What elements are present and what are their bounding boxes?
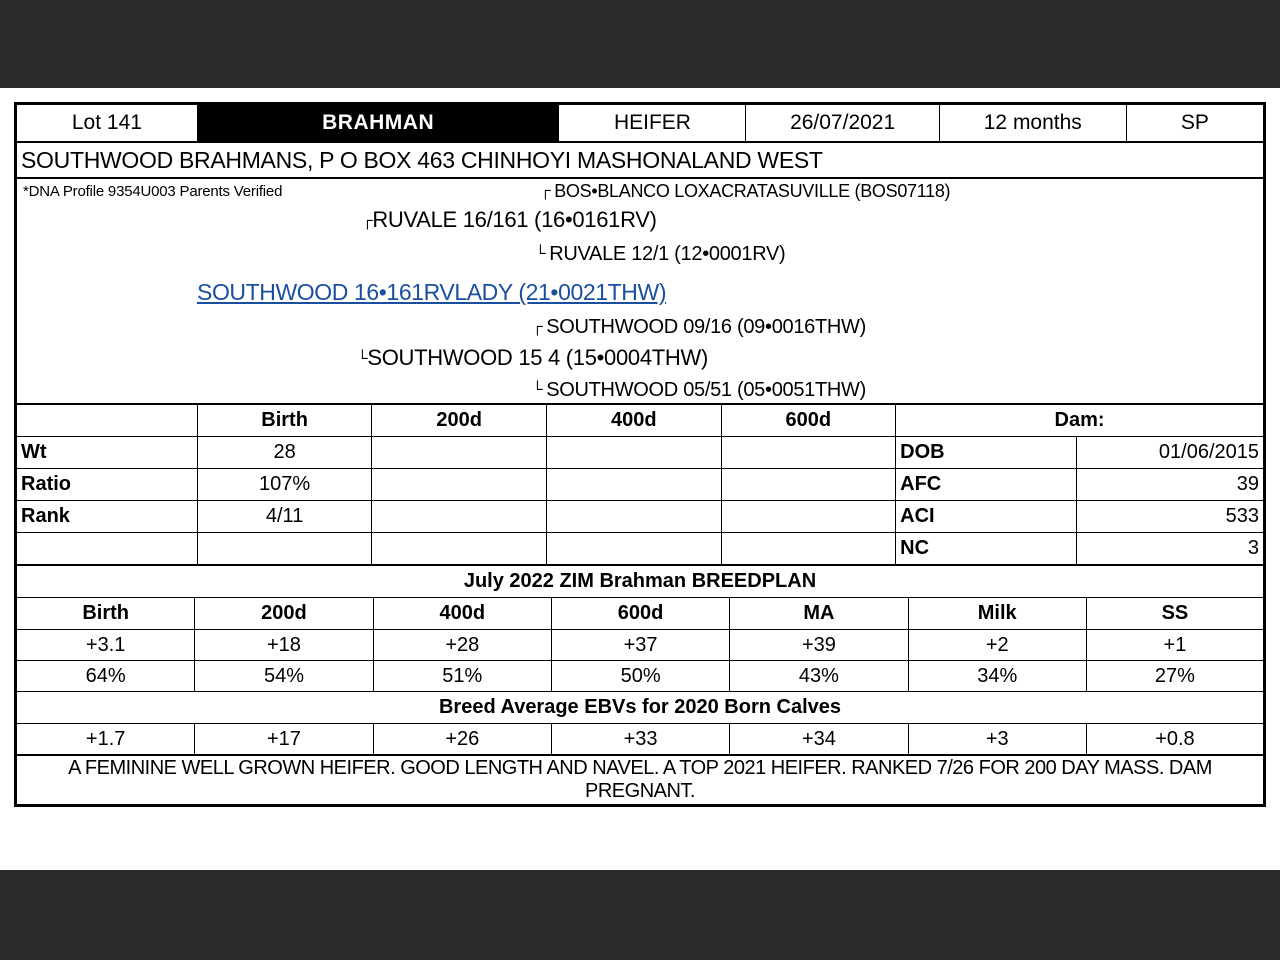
- pedigree-sire-sire: [540, 181, 950, 202]
- bracket-icon: └: [535, 245, 550, 262]
- stat-col-birth: Birth: [197, 405, 372, 437]
- ebv-value: +28: [373, 630, 551, 661]
- age-label: 12 months: [939, 105, 1126, 142]
- lot-entry-sheet: [14, 102, 1266, 807]
- stat-row-label: Rank: [17, 501, 198, 533]
- breed-average-value: +0.8: [1086, 724, 1263, 755]
- breed-average-title-row: [17, 692, 1264, 724]
- pedigree-dam-sire-label: SOUTHWOOD 09/16 (09•0016THW): [546, 316, 866, 338]
- stat-empty: [546, 533, 721, 565]
- ebv-col-birth: Birth: [17, 598, 195, 630]
- pedigree-dam-dam: [532, 379, 866, 402]
- ebv-accuracy: 50%: [551, 661, 729, 692]
- stat-col-400d: 400d: [546, 405, 721, 437]
- ebv-accuracy: 43%: [730, 661, 908, 692]
- bracket-icon: ┌: [362, 212, 373, 229]
- stat-corner: [17, 405, 198, 437]
- pedigree-cell: [17, 179, 1264, 404]
- breed-average-value: +34: [730, 724, 908, 755]
- stat-value: [372, 501, 547, 533]
- dam-field-label: ACI: [896, 501, 1077, 533]
- dam-field-label: NC: [896, 533, 1077, 565]
- date-of-birth: 26/07/2021: [746, 105, 939, 142]
- breeder-row: [17, 143, 1264, 178]
- ebv-accuracy: 34%: [908, 661, 1086, 692]
- stat-empty: [372, 533, 547, 565]
- ebv-accuracy: 51%: [373, 661, 551, 692]
- stat-value: [721, 437, 896, 469]
- ebv-accuracy-row: [17, 661, 1264, 692]
- breed-average-value: +17: [195, 724, 373, 755]
- lot-number: Lot 141: [17, 105, 198, 142]
- table-row: [17, 437, 1264, 469]
- dam-field-value: 533: [1076, 501, 1263, 533]
- ebv-col-ma: MA: [730, 598, 908, 630]
- bracket-icon: └: [357, 350, 368, 367]
- breed-average-value: +33: [551, 724, 729, 755]
- header-row: [17, 105, 1264, 142]
- stat-value: [721, 501, 896, 533]
- ebv-value: +1: [1086, 630, 1263, 661]
- pedigree-sire-dam-label: RUVALE 12/1 (12•0001RV): [549, 243, 786, 265]
- dam-field-value: 3: [1076, 533, 1263, 565]
- stat-value: [721, 469, 896, 501]
- bracket-icon: └: [532, 381, 547, 398]
- pedigree-sire-dam: [535, 243, 785, 266]
- breed-average-title: Breed Average EBVs for 2020 Born Calves: [17, 692, 1264, 724]
- ebv-accuracy: 27%: [1086, 661, 1263, 692]
- pedigree-sire-sire-label: BOS•BLANCO LOXACRATASUVILLE (BOS07118): [554, 181, 951, 201]
- stat-row-label: Wt: [17, 437, 198, 469]
- sale-code: SP: [1126, 105, 1263, 142]
- pedigree-sire-label: RUVALE 16/161 (16•0161RV): [372, 207, 657, 232]
- ebv-col-600d: 600d: [551, 598, 729, 630]
- pedigree-sire: [362, 207, 657, 233]
- description-table: [16, 755, 1264, 805]
- ebv-col-200d: 200d: [195, 598, 373, 630]
- dam-field-label: AFC: [896, 469, 1077, 501]
- ebv-col-milk: Milk: [908, 598, 1086, 630]
- stat-empty: [17, 533, 198, 565]
- ebv-value: +2: [908, 630, 1086, 661]
- ebv-value: +39: [730, 630, 908, 661]
- stat-value: 4/11: [197, 501, 372, 533]
- breed-average-value: +1.7: [17, 724, 195, 755]
- pedigree-dam-label: SOUTHWOOD 15 4 (15•0004THW): [367, 345, 709, 370]
- stat-value: [372, 469, 547, 501]
- breeder-table: [16, 142, 1264, 178]
- stat-value: 107%: [197, 469, 372, 501]
- pedigree-row: [17, 179, 1264, 404]
- description-row: [17, 756, 1264, 805]
- catalogue-page: [0, 88, 1280, 870]
- ebv-value: +18: [195, 630, 373, 661]
- description-text: A FEMININE WELL GROWN HEIFER. GOOD LENGTH AND NAVEL. A TOP 2021 HEIFER. RANKED 7/26 FOR 200 DAY MASS. DAM PREGNANT.: [17, 756, 1264, 805]
- dna-profile-note: *DNA Profile 9354U003 Parents Verified: [23, 183, 283, 200]
- stat-value: [372, 437, 547, 469]
- pedigree-dam: [357, 345, 708, 371]
- pedigree-animal-link[interactable]: SOUTHWOOD 16•161RVLADY (21•0021THW): [197, 279, 667, 305]
- ebv-values-row: [17, 630, 1264, 661]
- breed-average-value: +26: [373, 724, 551, 755]
- ebv-col-400d: 400d: [373, 598, 551, 630]
- breedplan-title-row: [17, 566, 1264, 598]
- stat-row-label: Ratio: [17, 469, 198, 501]
- breeder-address: SOUTHWOOD BRAHMANS, P O BOX 463 CHINHOYI MASHONALAND WEST: [17, 143, 1264, 178]
- breed-average-row: [17, 724, 1264, 755]
- table-row: [17, 469, 1264, 501]
- performance-header-row: [17, 405, 1264, 437]
- breed-label: BRAHMAN: [197, 105, 559, 142]
- pedigree-dam-dam-label: SOUTHWOOD 05/51 (05•0051THW): [546, 379, 866, 401]
- pedigree-table: [16, 178, 1264, 404]
- ebv-value: +37: [551, 630, 729, 661]
- pedigree-dam-sire: [532, 316, 866, 339]
- stat-empty: [197, 533, 372, 565]
- dam-panel-title: Dam:: [896, 405, 1264, 437]
- dam-field-label: DOB: [896, 437, 1077, 469]
- table-row: [17, 533, 1264, 565]
- stat-col-600d: 600d: [721, 405, 896, 437]
- dam-field-value: 39: [1076, 469, 1263, 501]
- dam-field-value: 01/06/2015: [1076, 437, 1263, 469]
- stat-value: 28: [197, 437, 372, 469]
- ebv-value: +3.1: [17, 630, 195, 661]
- ebv-col-ss: SS: [1086, 598, 1263, 630]
- ebv-accuracy: 54%: [195, 661, 373, 692]
- breedplan-title: July 2022 ZIM Brahman BREEDPLAN: [17, 566, 1264, 598]
- bracket-icon: ┌: [540, 182, 555, 199]
- breedplan-header-row: [17, 598, 1264, 630]
- performance-table: [16, 404, 1264, 565]
- bracket-icon: ┌: [532, 318, 547, 335]
- stat-col-200d: 200d: [372, 405, 547, 437]
- pedigree-diagram: [17, 179, 1263, 403]
- stat-empty: [721, 533, 896, 565]
- stat-value: [546, 469, 721, 501]
- breedplan-table: [16, 565, 1264, 755]
- stat-value: [546, 501, 721, 533]
- sex-label: HEIFER: [559, 105, 746, 142]
- stat-value: [546, 437, 721, 469]
- breed-average-value: +3: [908, 724, 1086, 755]
- ebv-accuracy: 64%: [17, 661, 195, 692]
- lot-header-table: [16, 104, 1264, 142]
- table-row: [17, 501, 1264, 533]
